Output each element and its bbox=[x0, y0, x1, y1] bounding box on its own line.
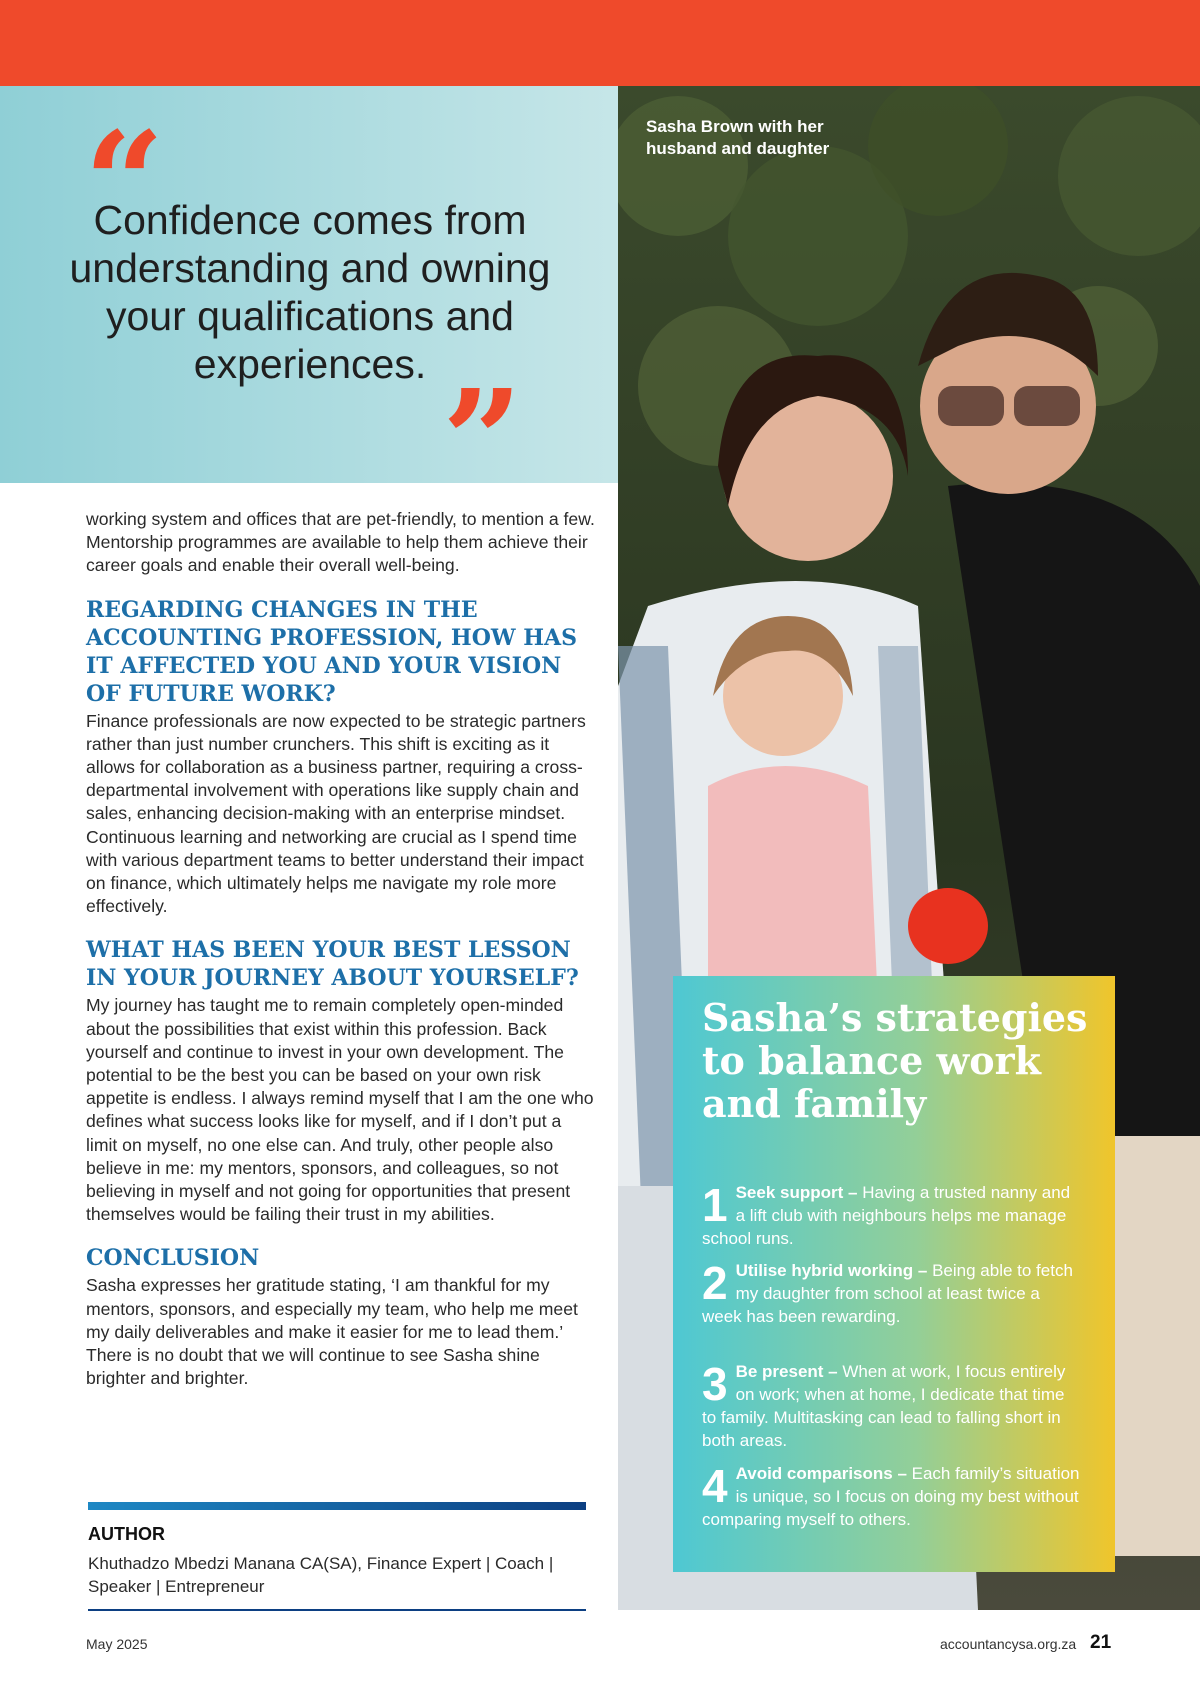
strategy-item-1 bbox=[702, 1181, 1082, 1250]
strategy-lead: Utilise hybrid working – bbox=[735, 1261, 928, 1280]
strategy-lead: Be present – bbox=[735, 1362, 838, 1381]
section-heading-2: WHAT HAS BEEN YOUR BEST LESSON IN YOUR JOURNEY ABOUT YOURSELF? bbox=[86, 937, 579, 992]
article-body bbox=[86, 508, 596, 1390]
page-number: 21 bbox=[1090, 1632, 1112, 1653]
section-text-1: Finance professionals are now expected to be strategic partners rather than just number crunchers. This shift is exciting as it allows for collaboration as a business partner, requiring a cross-departmental involvement with operations like supply chain and sales, enhancing decision-making with an enterprise mindset. Continuous learning and networking are crucial as I spend time with various department teams to better understand their impact on finance, which ultimately helps me navigate my role more effectively. bbox=[86, 710, 586, 917]
strategy-text: When at work, I focus entirely on work; when at home, I dedicate that time to family. Multitasking can lead to falling short in both areas. bbox=[702, 1362, 1066, 1450]
close-quote-mark: ” bbox=[442, 360, 523, 524]
section-text-2: My journey has taught me to remain completely open-minded about the possibilities that exist within this profession. Back yourself and continue to invest in your own development. The potential to be the best you can be based on your own risk appetite is endless. I always remind myself that I am the one who defines what success looks like for myself, and if I don’t put a limit on myself, no one else can. And truly, other people also believe in me: my mentors, sponsors, and colleagues, so not believing in myself and not going for opportunities that present themselves would be failing their trust in my abilities. bbox=[86, 995, 594, 1225]
author-divider-top bbox=[88, 1502, 586, 1510]
photo-caption: Sasha Brown with her husband and daughter bbox=[646, 117, 830, 158]
strategy-number: 4 bbox=[702, 1460, 728, 1512]
top-color-bar bbox=[0, 0, 1200, 86]
strategies-title: Sasha’s strategies to balance work and family bbox=[702, 995, 1088, 1126]
author-divider-bottom bbox=[88, 1609, 586, 1611]
strategy-item-4 bbox=[702, 1462, 1082, 1531]
pull-quote-text: Confidence comes from understanding and owning your qualifications and experiences. bbox=[69, 197, 551, 387]
strategy-number: 3 bbox=[702, 1358, 728, 1410]
strategy-number: 1 bbox=[702, 1179, 728, 1231]
author-label: AUTHOR bbox=[88, 1524, 165, 1544]
website-link[interactable]: accountancysa.org.za bbox=[940, 1636, 1077, 1652]
strategy-text: Being able to fetch my daughter from school at least twice a week has been rewarding. bbox=[702, 1261, 1073, 1326]
open-quote-mark: “ bbox=[84, 102, 165, 266]
strategy-text: Each family’s situation is unique, so I focus on doing my best without comparing myself to others. bbox=[702, 1464, 1080, 1529]
strategy-item-2 bbox=[702, 1259, 1082, 1328]
strategy-text: Having a trusted nanny and a lift club with neighbours helps me manage school runs. bbox=[702, 1183, 1071, 1248]
strategy-number: 2 bbox=[702, 1257, 728, 1309]
section-heading-3: CONCLUSION bbox=[86, 1245, 260, 1272]
section-heading-1: REGARDING CHANGES IN THE ACCOUNTING PROFESSION, HOW HAS IT AFFECTED YOU AND YOUR VISION OF FUTURE WORK? bbox=[86, 596, 577, 707]
section-text-3: Sasha expresses her gratitude stating, ‘I am thankful for my mentors, sponsors, and especially my team, who help me meet my daily deliverables and make it easier for me to lead them.’ There is no doubt that we will continue to see Sasha shine brighter and brighter. bbox=[86, 1275, 578, 1389]
issue-date: May 2025 bbox=[86, 1636, 148, 1652]
strategy-lead: Seek support – bbox=[735, 1183, 858, 1202]
strategy-item-3 bbox=[702, 1360, 1082, 1452]
intro-paragraph: working system and offices that are pet-friendly, to mention a few. Mentorship programmes are available to help them achieve their career goals and enable their overall well-being. bbox=[86, 509, 595, 576]
author-credit: Khuthadzo Mbedzi Manana CA(SA), Finance Expert | Coach | Speaker | Entrepreneur bbox=[88, 1554, 554, 1596]
strategy-lead: Avoid comparisons – bbox=[735, 1464, 907, 1483]
